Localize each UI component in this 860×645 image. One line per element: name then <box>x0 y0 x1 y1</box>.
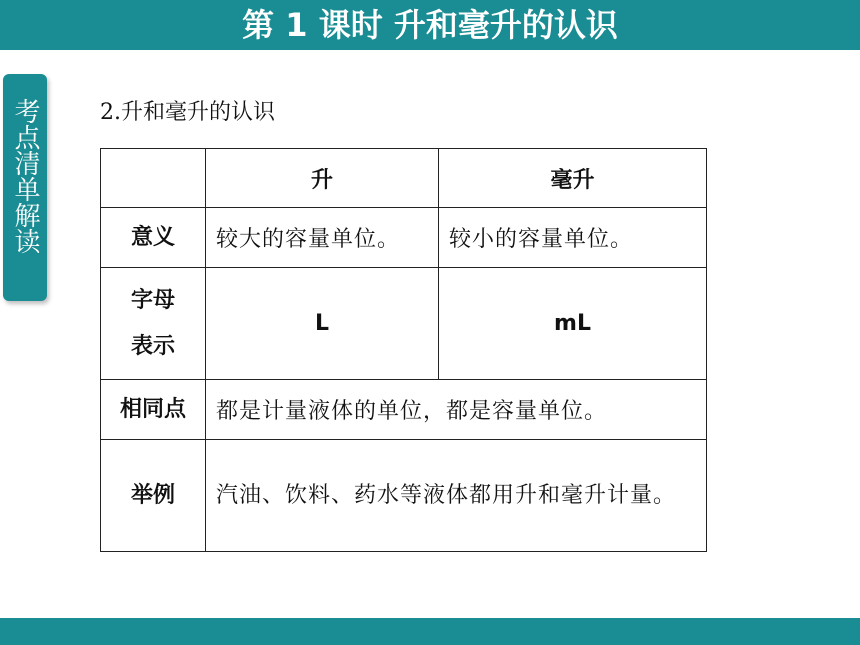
table-header-row <box>101 149 707 208</box>
table-cell-merged <box>206 440 707 552</box>
table-header-cell-empty <box>101 149 206 208</box>
comparison-table <box>100 148 707 552</box>
table-row <box>101 208 707 268</box>
row-label-text: 字母表示 <box>130 287 175 359</box>
side-tab <box>3 74 47 301</box>
row-label: 意义 <box>101 208 206 268</box>
table-cell: 较大的容量单位。 <box>206 208 439 268</box>
table-row <box>101 268 707 380</box>
table-row <box>101 440 707 552</box>
table-cell: 较小的容量单位。 <box>439 208 707 268</box>
table-cell: mL <box>439 268 707 380</box>
table-header-cell-sheng: 升 <box>206 149 439 208</box>
table-row <box>101 380 707 440</box>
table-header-cell-haosheng: 毫升 <box>439 149 707 208</box>
table-cell-merged: 都是计量液体的单位，都是容量单位。 <box>206 380 707 440</box>
section-title: 2.升和毫升的认识 <box>100 100 275 125</box>
row-label: 举例 <box>101 440 206 552</box>
page-title: 第 1 课时 升和毫升的认识 <box>242 6 618 44</box>
row-label <box>101 268 206 380</box>
row-label: 相同点 <box>101 380 206 440</box>
footer-bar <box>0 618 860 645</box>
side-tab-label: 考点清单解读 <box>10 98 40 254</box>
example-text: 汽油、饮料、药水等液体都用升和毫升计量。 <box>216 482 677 508</box>
table-cell: L <box>206 268 439 380</box>
